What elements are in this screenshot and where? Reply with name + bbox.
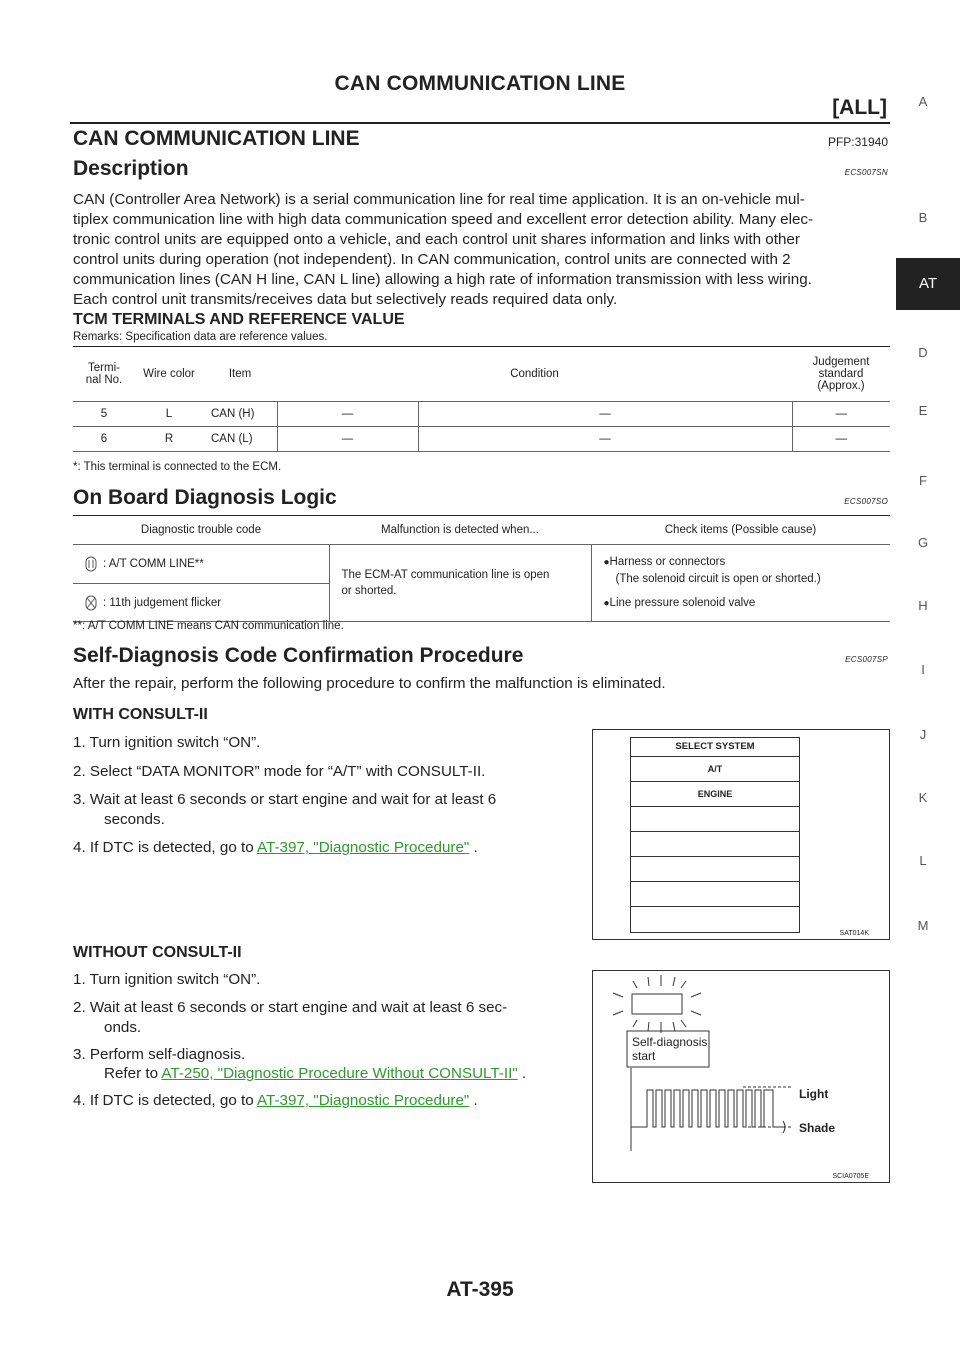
- link-diagnostic-procedure[interactable]: AT-397, "Diagnostic Procedure": [257, 839, 470, 856]
- obd-heading: On Board Diagnosis Logic: [73, 486, 337, 509]
- flicker-indicator-icon: [83, 594, 99, 612]
- obd-code: ECS007SO: [844, 497, 888, 506]
- with-consult-heading: WITH CONSULT-II: [73, 706, 208, 723]
- figure-code: SAT014K: [839, 930, 869, 937]
- self-diagnosis-diagram: [593, 971, 889, 1182]
- without-step-1: 1. Turn ignition switch “ON”.: [73, 971, 261, 988]
- self-diagnosis-label: Self-diagnosis start: [632, 1035, 708, 1063]
- obd-table: [73, 515, 890, 622]
- system-at: A/T: [631, 757, 799, 782]
- col-item: Item: [203, 347, 277, 402]
- without-step-2: 2. Wait at least 6 seconds or start engine and wait at least 6 sec-: [73, 999, 508, 1016]
- with-step-1: 1. Turn ignition switch “ON”.: [73, 734, 261, 751]
- consult-screen: [630, 737, 800, 933]
- cell-condition-1: —: [277, 402, 418, 427]
- side-index-b[interactable]: B: [918, 210, 928, 225]
- description-line: communication lines (CAN H line, CAN L line) allowing a high rate of information transmission with less wiring.: [73, 271, 812, 288]
- dtc-row-1: [73, 545, 329, 584]
- system-empty-row: [631, 882, 799, 907]
- running-header-scope: [ALL]: [832, 96, 887, 119]
- obd-footnote: **: A/T COMM LINE means CAN communication line.: [73, 620, 344, 632]
- description-line: tronic control units are equipped onto a vehicle, and each control unit shares information and links with other: [73, 231, 800, 248]
- without-consult-heading: WITHOUT CONSULT-II: [73, 944, 242, 961]
- running-header-title: CAN COMMUNICATION LINE: [334, 72, 626, 95]
- col-condition: Condition: [277, 347, 792, 402]
- description-line: tiplex communication line with high data communication speed and excellent error detection ability. Many elec-: [73, 211, 814, 228]
- cell-condition-2: —: [418, 427, 792, 452]
- without-step-4: 4. If DTC is detected, go to AT-397, "Diagnostic Procedure" .: [73, 1092, 478, 1109]
- side-index-f[interactable]: F: [919, 473, 927, 488]
- sdc-intro: After the repair, perform the following procedure to confirm the malfunction is eliminated.: [73, 675, 666, 692]
- table-row: [73, 545, 890, 622]
- system-empty-row: [631, 807, 799, 832]
- side-index-l[interactable]: L: [919, 853, 927, 868]
- detected-line: The ECM-AT communication line is open: [341, 569, 550, 581]
- side-index-e[interactable]: E: [918, 403, 928, 418]
- without-step-2-cont: onds.: [104, 1019, 142, 1036]
- side-index-m[interactable]: M: [917, 918, 929, 933]
- consult-indicator-icon: [83, 555, 99, 573]
- cell-wire: L: [135, 402, 203, 427]
- side-index-a[interactable]: A: [918, 94, 928, 109]
- col-wire: Wire color: [135, 347, 203, 402]
- col-judgement: Judgement standard (Approx.): [792, 347, 890, 402]
- link-diagnostic-without-consult[interactable]: AT-250, "Diagnostic Procedure Without CONSULT-II": [161, 1065, 518, 1082]
- tcm-remarks: Remarks: Specification data are reference values.: [73, 331, 328, 343]
- cell-terminal: 5: [73, 402, 135, 427]
- dtc-label-2: : 11th judgement flicker: [103, 596, 222, 609]
- without-step-3: 3. Perform self-diagnosis.: [73, 1046, 246, 1063]
- system-empty-row: [631, 857, 799, 882]
- cell-condition-2: —: [418, 402, 792, 427]
- system-empty-row: [631, 832, 799, 857]
- figure-select-system: [592, 729, 890, 940]
- description-line: CAN (Controller Area Network) is a serial communication line for real time application. It is an on-vehicle mul-: [73, 191, 805, 208]
- dtc-row-2: [73, 584, 329, 621]
- link-diagnostic-procedure[interactable]: AT-397, "Diagnostic Procedure": [257, 1092, 470, 1109]
- sdc-code: ECS007SP: [845, 655, 888, 664]
- table-row: [73, 427, 890, 452]
- side-index-at[interactable]: AT: [896, 258, 960, 310]
- detected-line: or shorted.: [341, 585, 397, 597]
- tcm-footnote: *: This terminal is connected to the ECM.: [73, 461, 282, 473]
- figure-self-diagnosis: [592, 970, 890, 1183]
- with-step-3-cont: seconds.: [104, 811, 165, 828]
- cell-judgement: —: [792, 427, 890, 452]
- col-dtc: Diagnostic trouble code: [73, 516, 329, 545]
- side-index-j[interactable]: J: [919, 727, 927, 742]
- tcm-heading: TCM TERMINALS AND REFERENCE VALUE: [73, 311, 405, 328]
- cell-check: [591, 545, 890, 622]
- without-step-3-ref: Refer to AT-250, "Diagnostic Procedure Without CONSULT-II" .: [104, 1065, 527, 1082]
- description-code: ECS007SN: [844, 168, 888, 177]
- description-line: Each control unit transmits/receives data but selectively reads required data only.: [73, 291, 618, 308]
- tcm-table: [73, 346, 890, 452]
- side-index-d[interactable]: D: [918, 345, 928, 360]
- system-engine: ENGINE: [631, 782, 799, 807]
- side-index-h[interactable]: H: [918, 598, 928, 613]
- page-number: AT-395: [446, 1278, 514, 1301]
- col-detected: Malfunction is detected when...: [329, 516, 591, 545]
- light-label: Light: [799, 1087, 829, 1101]
- header-rule: [70, 122, 890, 124]
- table-header-row: [73, 516, 890, 545]
- cell-wire: R: [135, 427, 203, 452]
- pfp-code: PFP:31940: [827, 135, 888, 149]
- cell-dtc: [73, 545, 329, 622]
- side-index-g[interactable]: G: [917, 535, 929, 550]
- with-step-2: 2. Select “DATA MONITOR” mode for “A/T” with CONSULT-II.: [73, 763, 486, 780]
- figure-code: SCIA0705E: [832, 1173, 869, 1180]
- description-text: [73, 190, 890, 310]
- check-item-1-detail: (The solenoid circuit is open or shorted.): [615, 573, 821, 585]
- table-row: [73, 402, 890, 427]
- table-header-row: [73, 347, 890, 402]
- sdc-heading: Self-Diagnosis Code Confirmation Procedure: [73, 644, 524, 667]
- with-step-4: 4. If DTC is detected, go to AT-397, "Diagnostic Procedure" .: [73, 839, 478, 856]
- col-check: Check items (Possible cause): [591, 516, 890, 545]
- shade-label: Shade: [799, 1121, 836, 1135]
- cell-item: CAN (H): [203, 402, 277, 427]
- indicator-lamp-icon: [632, 994, 682, 1014]
- cell-detected: [329, 545, 591, 622]
- with-step-3: 3. Wait at least 6 seconds or start engine and wait for at least 6: [73, 791, 497, 808]
- cell-condition-1: —: [277, 427, 418, 452]
- check-item-1: ●Harness or connectors: [603, 556, 726, 568]
- cell-item: CAN (L): [203, 427, 277, 452]
- side-index-i[interactable]: I: [921, 662, 925, 677]
- cell-judgement: —: [792, 402, 890, 427]
- col-terminal: Termi- nal No.: [73, 347, 135, 402]
- select-system-title: SELECT SYSTEM: [631, 738, 799, 757]
- description-line: control units during operation (not independent). In CAN communication, control units are connected with 2: [73, 251, 791, 268]
- dtc-label-1: : A/T COMM LINE**: [103, 558, 204, 570]
- cell-terminal: 6: [73, 427, 135, 452]
- side-index-k[interactable]: K: [918, 790, 928, 805]
- check-item-2: ●Line pressure solenoid valve: [603, 597, 756, 609]
- description-heading: Description: [73, 157, 189, 180]
- section-title: CAN COMMUNICATION LINE: [73, 127, 360, 150]
